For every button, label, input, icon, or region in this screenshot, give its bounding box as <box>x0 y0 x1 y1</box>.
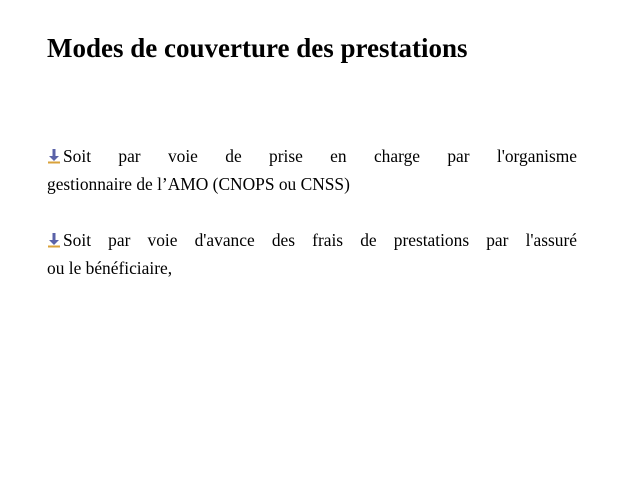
bullet-item-1-line-1 <box>47 142 577 170</box>
arrow-down-bullet-icon <box>47 148 61 164</box>
slide-title: Modes de couverture des prestations <box>47 33 468 63</box>
bullet-item-1 <box>47 142 577 198</box>
bullet-item-2 <box>47 226 577 282</box>
bullet-item-2-text-line-1: Soit par voie d'avance des frais de prestations par l'assuré <box>63 230 577 250</box>
arrow-down-bullet-icon <box>47 232 61 248</box>
bullet-item-2-line-1 <box>47 226 577 254</box>
slide-body <box>47 142 577 282</box>
bullet-item-2-text-line-2: ou le bénéficiaire, <box>47 258 173 278</box>
bullet-item-1-text-line-2: gestionnaire de l’AMO (CNOPS ou CNSS) <box>47 174 350 194</box>
bullet-item-1-text-line-1: Soit par voie de prise en charge par l'organisme <box>63 146 577 166</box>
